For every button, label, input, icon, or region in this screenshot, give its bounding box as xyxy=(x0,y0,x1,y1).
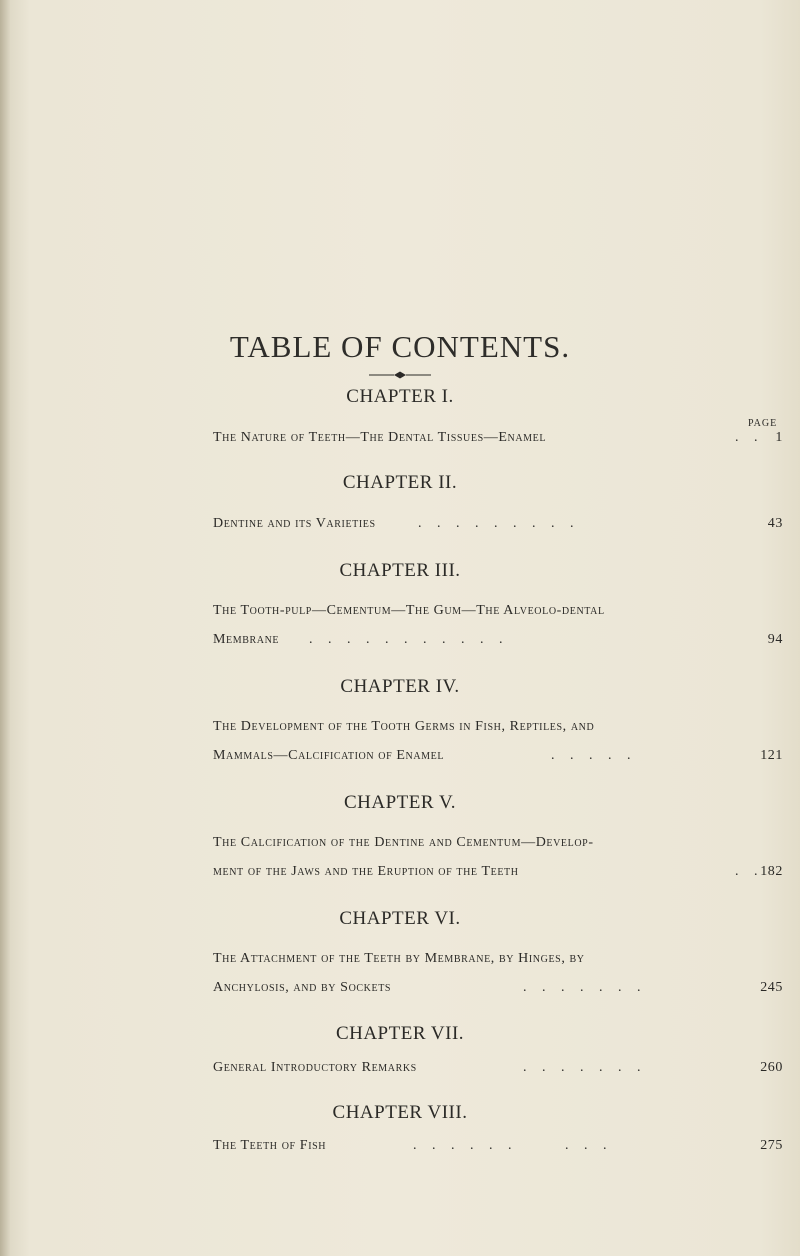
toc-entry[interactable] xyxy=(213,603,795,625)
toc-entry-title: The Attachment of the Teeth by Membrane, by Hinges, by xyxy=(213,951,585,966)
leader-dots: . . . . . . . xyxy=(523,980,647,995)
toc-entry[interactable] xyxy=(213,980,795,1002)
chapter-heading: CHAPTER II. xyxy=(342,472,458,493)
toc-entry-title: The Calcification of the Dentine and Cementum—Develop- xyxy=(213,835,594,850)
toc-entry-title: The Development of the Tooth Germs in Fish, Reptiles, and xyxy=(213,719,595,734)
chapter-heading: CHAPTER VII. xyxy=(335,1023,465,1044)
toc-page-number: 94 xyxy=(767,632,783,647)
toc-entry-title: Mammals—Calcification of Enamel xyxy=(213,748,445,763)
toc-page-number: 245 xyxy=(760,980,783,995)
chapter-heading: CHAPTER V. xyxy=(344,792,456,813)
toc-entry[interactable] xyxy=(213,864,795,886)
toc-entry-title: Dentine and its Varieties xyxy=(213,516,376,531)
toc-page-number: 121 xyxy=(760,748,783,763)
toc-entry[interactable] xyxy=(213,719,795,741)
chapter-heading: CHAPTER I. xyxy=(346,386,454,407)
chapter-heading: CHAPTER IV. xyxy=(340,676,460,697)
page-column-label: PAGE xyxy=(748,418,778,429)
divider-ornament-icon xyxy=(369,370,431,380)
leader-dots: . . . . . xyxy=(551,748,637,763)
toc-entry[interactable] xyxy=(213,516,795,538)
toc-entry[interactable] xyxy=(213,1138,795,1160)
toc-entry[interactable] xyxy=(213,1060,795,1082)
chapter-heading: CHAPTER VIII. xyxy=(332,1102,468,1123)
toc-page-number: 1 xyxy=(775,430,783,445)
toc-entry-title: The Tooth-pulp—Cementum—The Gum—The Alveolo-dental xyxy=(213,603,605,618)
toc-entry-title: Membrane xyxy=(213,632,280,647)
toc-entry[interactable] xyxy=(213,430,795,452)
leader-dots: . . xyxy=(735,430,764,445)
page-title: TABLE OF CONTENTS. xyxy=(229,328,571,364)
page-gutter-shadow xyxy=(0,0,10,1256)
toc-entry-title: The Nature of Teeth—The Dental Tissues—Enamel xyxy=(213,430,547,445)
toc-entry-title: Anchylosis, and by Sockets xyxy=(213,980,392,995)
leader-dots: . . xyxy=(735,864,764,879)
leader-dots: . . . . . . . . . xyxy=(413,1138,613,1153)
toc-entry[interactable] xyxy=(213,632,795,654)
toc-entry-title: The Teeth of Fish xyxy=(213,1138,327,1153)
toc-entry[interactable] xyxy=(213,748,795,770)
toc-page-number: 182 xyxy=(760,864,783,879)
leader-dots: . . . . . . . . . xyxy=(418,516,580,531)
toc-entry[interactable] xyxy=(213,835,795,857)
leader-dots: . . . . . . . xyxy=(523,1060,647,1075)
chapter-heading: CHAPTER III. xyxy=(339,560,461,581)
chapter-heading: CHAPTER VI. xyxy=(339,908,461,929)
leader-dots: . . . . . . . . . . . xyxy=(309,632,509,647)
toc-entry-title: General Introductory Remarks xyxy=(213,1060,417,1075)
toc-page-number: 43 xyxy=(767,516,783,531)
toc-entry[interactable] xyxy=(213,951,795,973)
toc-entry-title: ment of the Jaws and the Eruption of the Teeth xyxy=(213,864,519,879)
toc-page-number: 275 xyxy=(760,1138,783,1153)
toc-page-number: 260 xyxy=(760,1060,783,1075)
